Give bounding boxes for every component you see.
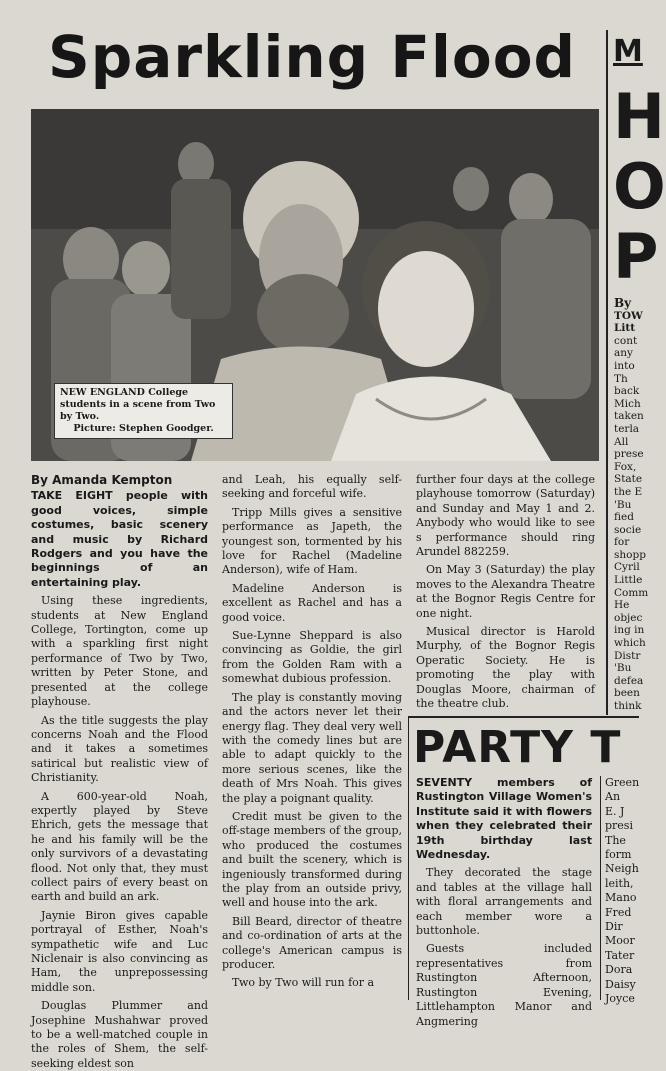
paragraph: The play is constantly moving and the actors never let their energy flag. They deal very well with the comedy lines but are able to adapt quickly to the more serious scenes, like the death of Mrs Noah. This gives the play a poignant quality. <box>222 690 402 805</box>
party-article <box>416 776 592 1028</box>
fragment-line: TOW <box>614 309 643 322</box>
fragment-line: which <box>614 637 646 650</box>
paragraph: On May 3 (Saturday) the play moves to the Alexandra Theatre at the Bognor Regis Centre for one night. <box>416 563 595 620</box>
fragment-line: An <box>605 790 621 804</box>
fragment-line: Fred <box>605 905 632 919</box>
fragment-line: for <box>614 536 630 549</box>
caption-text: NEW ENGLAND College students in a scene from Two by Two. <box>60 387 216 422</box>
fragment-line: Mano <box>605 891 637 905</box>
lead-words: TAKE EIGHT people with good voices, simple costumes, basic scenery and music by Richard Rodgers and you have the beginnings of an entertaining play. <box>31 489 208 589</box>
fragment-line: He <box>614 599 630 612</box>
fragment-line: terla <box>614 422 640 435</box>
fragment-line: Litt <box>614 322 636 335</box>
lead-paragraph <box>31 489 208 590</box>
fragment-line: Little <box>614 574 643 587</box>
article-column-2 <box>222 473 402 1000</box>
party-column-rule <box>600 776 601 1000</box>
paragraph: Musical director is Harold Murphy, of the Bognor Regis Operatic Society. He is promoting the play with Douglas Moore, chairman of the theatre club. <box>416 625 595 711</box>
fragment-line: fied <box>614 511 634 524</box>
fragment-line: leith, <box>605 876 634 890</box>
paragraph: Madeline Anderson is excellent as Rachel and has a good voice. <box>222 581 402 624</box>
fragment-line: Dir <box>605 920 623 934</box>
fragment-line: The <box>605 833 626 847</box>
section-rule <box>408 716 639 718</box>
fragment-line: been <box>614 687 640 700</box>
fragment-line: presi <box>605 819 633 833</box>
paragraph: A 600-year-old Noah, expertly played by Steve Ehrich, gets the message that he and his family will be the only survivors of a devastating flood. Not only that, they must collect pairs of every beast on earth and build an ark. <box>31 789 208 904</box>
photo-caption <box>54 383 233 439</box>
fragment-line: By <box>614 296 632 310</box>
fragment-line: E. J <box>605 804 625 818</box>
right-story-head-o: O <box>613 150 666 223</box>
caption-credit: Picture: Stephen Goodger. <box>73 423 214 434</box>
fragment-line: Mich <box>614 397 641 410</box>
paragraph: Tripp Mills gives a sensitive performance as Japeth, the youngest son, tormented by his love for Rachel (Madeline Anderson), wife of Ham. <box>222 505 402 577</box>
fragment-line: Daisy <box>605 977 636 991</box>
fragment-line: shopp <box>614 548 646 561</box>
fragment-line: defea <box>614 674 644 687</box>
fragment-line: Dora <box>605 963 633 977</box>
fragment-line: Fox, <box>614 460 637 473</box>
paragraph: Two by Two will run for a <box>232 976 375 990</box>
fragment-line: prese <box>614 448 644 461</box>
fragment-line: think <box>614 700 642 712</box>
fragment-line: Tater <box>605 948 635 962</box>
headline: Sparkling Flood <box>48 23 577 91</box>
paragraph: Sue-Lynne Sheppard is also convincing as Goldie, the girl from the Golden Ram with a somewhat dubious profession. <box>222 629 402 686</box>
paragraph: further four days at the college playhouse tomorrow (Saturday) and Sunday and May 1 and 2. Anybody who would like to see s performance should ring Arundel 882259. <box>416 473 595 559</box>
paragraph: As the title suggests the play concerns Noah and the Flood and it takes a sometimes satirical but realistic view of Christianity. <box>31 713 208 785</box>
fragment-line: 'Bu <box>614 498 632 511</box>
party-lead <box>416 776 592 862</box>
party-right-fragments <box>605 776 640 1006</box>
paragraph: They decorated the stage and tables at the village hall with floral arrangements and each member wore a buttonhole. <box>416 866 592 938</box>
fragment-line: ing in <box>614 624 645 637</box>
article-column-3 <box>416 473 595 713</box>
fragment-line: Green <box>605 776 640 789</box>
party-headline: PARTY T <box>413 722 622 773</box>
paragraph: Bill Beard, director of theatre and co-ordination of arts at the college's American campus is producer. <box>222 914 402 971</box>
fragment-line: any <box>614 347 633 360</box>
fragment-line: Comm <box>614 586 649 599</box>
fragment-line: Th <box>614 372 628 385</box>
fragment-line: form <box>605 848 632 862</box>
fragment-line: 'Bu <box>614 662 632 675</box>
paragraph: Jaynie Biron gives capable portrayal of Esther, Noah's sympathetic wife and Luc Niclenair is also convincing as Ham, the unprepossessing middle son. <box>31 908 208 994</box>
fragment-line: cont <box>614 334 638 347</box>
right-story-fragments <box>614 296 649 712</box>
right-story-head-h: H <box>613 80 665 153</box>
byline: By Amanda Kempton <box>31 473 173 487</box>
fragment-line: Cyril <box>614 561 640 574</box>
fragment-line: All <box>614 435 629 448</box>
paragraph: and Leah, his equally self-seeking and forceful wife. <box>222 473 402 501</box>
party-rule-left <box>408 716 409 1000</box>
fragment-line: into <box>614 359 635 372</box>
paragraph: Guests included representatives from Rustington Afternoon, Rustington Evening, Littlehampton Manor and Angmering <box>416 942 592 1028</box>
fragment-line: back <box>614 385 640 398</box>
right-story-head-p: P <box>613 220 659 293</box>
paragraph: Credit must be given to the off-stage members of the group, who produced the costumes and built the scenery, which is ingeniously transformed during the play from an outside privy, well and house into the ark. <box>222 809 402 910</box>
paragraph: Using these ingredients, students at New England College, Tortington, come up with a sparkling first night performance of Two by Two, written by Peter Stone, and presented at the college playhouse. <box>31 594 208 709</box>
fragment-line: State <box>614 473 643 486</box>
fragment-line: Neigh <box>605 862 639 876</box>
party-lead-words: SEVENTY members of Rustington Village Women's Institute said it with flowers when they celebrated their 19th birthday last Wednesday. <box>416 776 592 862</box>
article-column-1 <box>31 473 208 1070</box>
fragment-line: objec <box>614 611 643 624</box>
fragment-line: Moor <box>605 934 635 948</box>
fragment-line: the E <box>614 485 643 498</box>
fragment-line: socie <box>614 523 642 536</box>
column-rule-right <box>606 30 608 715</box>
fragment-line: Joyce <box>605 992 635 1006</box>
paragraph: Douglas Plummer and Josephine Mushahwar proved to be a well-matched couple in the roles of Shem, the self-seeking eldest son <box>31 999 208 1070</box>
fragment-line: taken <box>614 410 644 423</box>
right-story-head-m: M <box>613 34 643 69</box>
fragment-line: Distr <box>614 649 641 662</box>
